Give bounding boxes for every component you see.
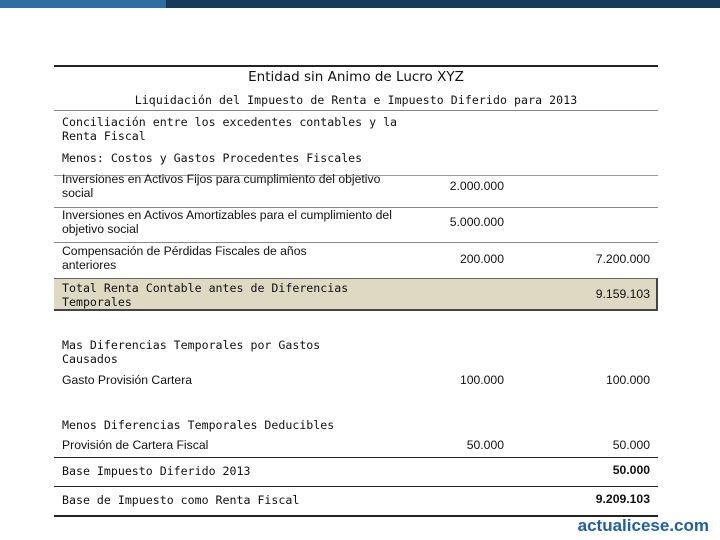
gasto-provision-subtotal: 100.000 [605,373,650,387]
row-activos-fijos-value: 2.000.000 [449,179,504,193]
bottom-rule [54,515,658,517]
menos-diferencias-heading: Menos Diferencias Temporales Deducibles [62,418,335,432]
sheet-subtitle: Liquidación del Impuesto de Renta e Impuesto Diferido para 2013 [134,93,578,107]
subtitle-divider [54,110,658,111]
total-renta-value: 9.159.103 [595,287,650,301]
provision-fiscal-label: Provisión de Cartera Fiscal [62,438,209,452]
top-bar [166,0,720,8]
gasto-provision-value: 100.000 [459,373,504,387]
base-renta-value: 9.209.103 [595,492,650,506]
provision-fiscal-subtotal: 50.000 [612,438,650,452]
base-renta-label: Base de Impuesto como Renta Fiscal [62,493,300,507]
total-renta-label: Total Renta Contable antes de Diferencias Temporales [62,281,349,309]
gasto-provision-label: Gasto Provisión Cartera [62,373,193,387]
base-diferido-label: Base Impuesto Diferido 2013 [62,464,251,478]
entity-title: Entidad sin Animo de Lucro XYZ [248,69,464,85]
row-divider [54,242,658,243]
row-compensacion-value: 200.000 [459,252,504,266]
provision-fiscal-value: 50.000 [466,438,504,452]
top-rule [54,65,658,67]
tax-liquidation-sheet [54,65,658,517]
row-divider [54,486,658,487]
row-compensacion-label: Compensación de Pérdidas Fiscales de años anteriores [62,244,307,272]
row-activos-amortizables-value: 5.000.000 [449,215,504,229]
base-diferido-value: 50.000 [612,463,650,477]
conciliacion-heading: Conciliación entre los excedentes contables y la Renta Fiscal [62,115,398,143]
row-activos-fijos-label: Inversiones en Activos Fijos para cumplimiento del objetivo social [62,172,381,200]
brand-logo: actualicese.com [577,516,709,535]
row-activos-amortizables-label: Inversiones en Activos Amortizables para el cumplimiento del objetivo social [62,208,392,236]
menos-costos-heading: Menos: Costos y Gastos Procedentes Fiscales [62,151,363,165]
row-compensacion-subtotal: 7.200.000 [595,252,650,266]
top-bar-accent [0,0,166,8]
row-divider [54,457,658,458]
mas-diferencias-heading: Mas Diferencias Temporales por Gastos Causados [62,338,321,366]
